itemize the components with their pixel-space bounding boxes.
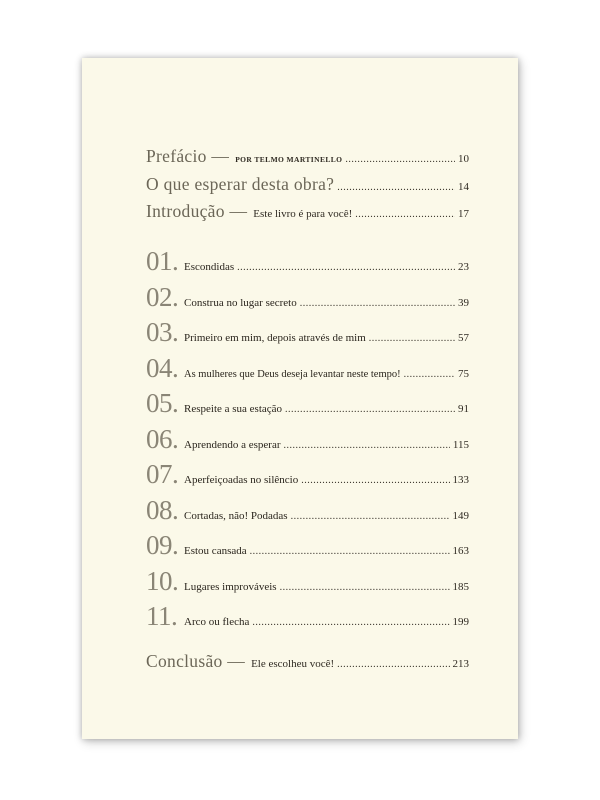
dot-leader: [291, 511, 450, 522]
toc-entry-heading: Introdução —: [146, 201, 248, 221]
chapter-entry: [146, 530, 469, 561]
dot-leader: [369, 333, 455, 344]
toc-entry-page: 10: [458, 153, 469, 165]
dot-leader: [404, 369, 455, 380]
chapter-entry: [146, 282, 469, 313]
dot-leader: [345, 154, 455, 165]
toc-entry-page: 213: [452, 658, 469, 670]
chapter-entry: [146, 495, 469, 526]
chapter-number: 03.: [146, 317, 179, 347]
chapter-title: Aperfeiçoadas no silêncio: [184, 474, 299, 486]
dot-leader: [252, 617, 449, 628]
chapter-number: 07.: [146, 459, 179, 489]
chapter-page: 75: [458, 368, 469, 380]
toc-entry-subtitle: Este livro é para você!: [253, 208, 353, 220]
chapter-title: Primeiro em mim, depois através de mim: [184, 332, 366, 344]
dot-leader: [237, 262, 455, 273]
dot-leader: [337, 182, 455, 193]
dot-leader: [285, 404, 455, 415]
dot-leader: [300, 298, 455, 309]
toc-entry-heading: O que esperar desta obra?: [146, 174, 335, 194]
toc-entry-introducao: [146, 201, 469, 222]
toc-entry-o-que-esperar: [146, 174, 469, 195]
chapter-page: 133: [452, 474, 469, 486]
chapter-entry: [146, 246, 469, 277]
chapter-number: 05.: [146, 388, 179, 418]
toc-entry-subtitle: Ele escolheu você!: [251, 658, 335, 670]
chapter-page: 199: [452, 616, 469, 628]
chapter-number: 10.: [146, 566, 179, 596]
dot-leader: [250, 546, 450, 557]
chapter-number: 11.: [146, 601, 178, 631]
chapter-title: Lugares improváveis: [184, 581, 277, 593]
dot-leader: [284, 440, 450, 451]
toc-entry-heading: Prefácio —: [146, 146, 230, 166]
chapter-entry: [146, 601, 469, 632]
chapter-entry: [146, 353, 469, 384]
chapter-number: 09.: [146, 530, 179, 560]
chapter-page: 57: [458, 332, 469, 344]
chapter-entry: [146, 317, 469, 348]
toc-entry-prefacio: [146, 146, 469, 167]
chapter-page: 115: [452, 439, 469, 451]
toc-entry-heading: Conclusão —: [146, 651, 246, 671]
chapter-page: 163: [452, 545, 469, 557]
chapter-page: 39: [458, 297, 469, 309]
book-page: [82, 58, 518, 739]
chapter-title: Respeite a sua estação: [184, 403, 283, 415]
chapter-title: Estou cansada: [184, 545, 247, 557]
chapter-title: Aprendendo a esperar: [184, 439, 281, 451]
chapter-number: 02.: [146, 282, 179, 312]
dot-leader: [337, 659, 449, 670]
chapter-entry: [146, 459, 469, 490]
dot-leader: [301, 475, 449, 486]
chapter-page: 185: [452, 581, 469, 593]
chapter-title: Construa no lugar secreto: [184, 297, 297, 309]
chapter-title: As mulheres que Deus deseja levantar neste tempo!: [184, 369, 401, 380]
chapter-number: 04.: [146, 353, 179, 383]
toc-entry-page: 14: [458, 181, 469, 193]
chapter-title: Cortadas, não! Podadas: [184, 510, 288, 522]
chapter-entry: [146, 566, 469, 597]
dot-leader: [280, 582, 450, 593]
chapter-entry: [146, 424, 469, 455]
chapter-page: 149: [452, 510, 469, 522]
chapter-number: 01.: [146, 246, 179, 276]
chapter-number: 08.: [146, 495, 179, 525]
chapter-page: 91: [458, 403, 469, 415]
chapter-number: 06.: [146, 424, 179, 454]
chapter-page: 23: [458, 261, 469, 273]
dot-leader: [355, 209, 455, 220]
chapter-entry: [146, 388, 469, 419]
toc-entry-page: 17: [458, 208, 469, 220]
toc-entry-conclusao: [146, 651, 469, 672]
chapter-title: Escondidas: [184, 261, 235, 273]
chapter-title: Arco ou flecha: [184, 616, 250, 628]
toc-entry-subtitle: POR TELMO MARTINELLO: [235, 155, 343, 164]
